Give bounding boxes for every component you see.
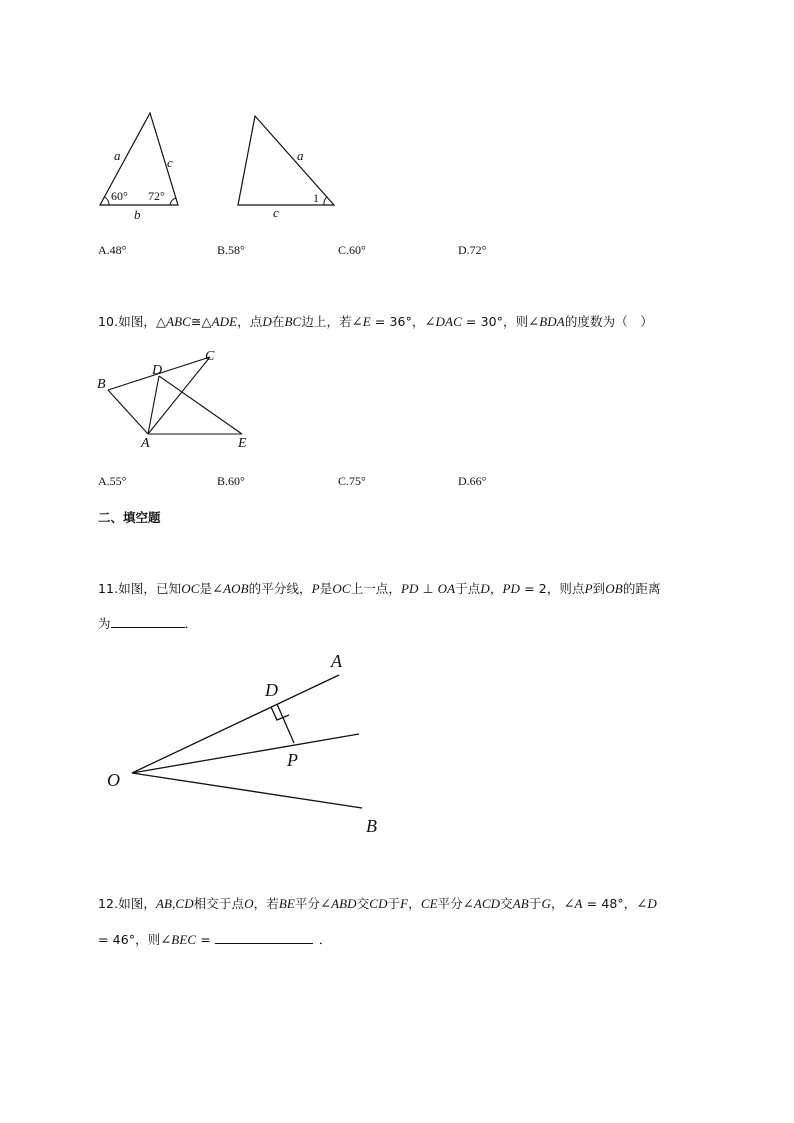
q10-stem (98, 312, 653, 330)
angle-arc-1 (324, 197, 327, 205)
q11-pd2: PD (502, 581, 521, 596)
q10-option-c[interactable]: C.75° (338, 474, 366, 488)
angle-arc-left (105, 197, 110, 205)
q10-bc: BC (284, 314, 302, 329)
q12-cd: CD (369, 896, 388, 911)
q12-t6: 于 (387, 896, 401, 911)
q11-stem (98, 579, 661, 597)
q12-be: BE (278, 896, 295, 911)
q11-p2: P (584, 581, 593, 596)
q11-line2 (98, 614, 197, 632)
q12-end: ． (318, 932, 332, 947)
q9-figure (90, 105, 350, 225)
q11-line2-text: 为 (98, 616, 111, 631)
q12-acd: ∠ACD (462, 896, 501, 911)
label-a: A (331, 651, 342, 671)
q12-t10: 于 (528, 896, 542, 911)
q11-answer-blank[interactable] (111, 615, 185, 628)
label-a-right: a (297, 148, 304, 163)
q10-option-b[interactable]: B.60° (217, 474, 245, 488)
label-o: O (107, 770, 120, 790)
q11-t7: ， (489, 581, 503, 596)
label-d: D (265, 680, 278, 700)
q12-abcd: AB,CD (156, 896, 194, 911)
q10-angle-bda: ∠BDA (528, 314, 565, 329)
q11-t3: 的平分线， (248, 581, 312, 596)
label-1: 1 (313, 191, 319, 205)
q9-option-b[interactable]: B.58° (217, 243, 245, 257)
q12-o: O (244, 896, 254, 911)
q10-tri1: △ABC (156, 314, 191, 329)
q10-d: D (262, 314, 272, 329)
q12-eq: = (196, 932, 215, 947)
q10-option-d[interactable]: D.66° (458, 474, 487, 488)
q12-number: 12. (98, 896, 119, 911)
q11-t8: = 2，则点 (520, 581, 585, 596)
angle-arc-right (170, 198, 176, 205)
q12-g: G (541, 896, 551, 911)
q12-t5: 交 (356, 896, 370, 911)
ray-ob (132, 773, 362, 808)
q12-line2-pre: = 46°，则 (98, 932, 161, 947)
label-b-left: b (134, 207, 141, 222)
q10-angle-dac: ∠DAC (424, 314, 462, 329)
q12-t12: = 48°， (582, 896, 637, 911)
triangle-right (238, 116, 334, 205)
q11-oa: OA (437, 581, 456, 596)
q11-ob: OB (605, 581, 623, 596)
q11-t9: 到 (592, 581, 606, 596)
segment-ba (108, 390, 148, 434)
segment-ad (148, 376, 159, 434)
label-e: E (238, 436, 247, 451)
q11-t2: 是 (199, 581, 213, 596)
label-a: A (141, 436, 150, 451)
q11-end: ． (184, 616, 198, 631)
q10-option-a[interactable]: A.55° (98, 474, 127, 488)
ray-oc (132, 734, 359, 773)
q11-number: 11. (98, 581, 119, 596)
q12-t8: 平分 (437, 896, 463, 911)
q12-ce: CE (420, 896, 438, 911)
q12-t7: ， (408, 896, 421, 911)
q11-t4: 是 (319, 581, 333, 596)
q12-t11: ， (550, 896, 564, 911)
q10-text-pre: 如图， (118, 314, 156, 329)
q12-angle-a: ∠A (563, 896, 583, 911)
label-c-right: c (273, 205, 279, 220)
label-60: 60° (111, 189, 128, 203)
label-c-left: c (167, 155, 173, 170)
label-d: D (152, 363, 163, 378)
q11-pd: PD (401, 581, 419, 596)
label-p: P (287, 750, 298, 770)
q9-option-d[interactable]: D.72° (458, 243, 487, 257)
label-c: C (205, 349, 215, 364)
label-b: B (366, 816, 377, 836)
q11-figure (100, 645, 400, 845)
q10-mid3: 边上，若 (301, 314, 352, 329)
q12-answer-blank[interactable] (215, 931, 313, 944)
q9-option-c[interactable]: C.60° (338, 243, 366, 257)
q10-tri2: △ADE (201, 314, 238, 329)
q10-figure (92, 343, 262, 453)
q12-t1: 如图， (118, 896, 156, 911)
q12-t4: 平分 (294, 896, 321, 911)
q11-d: D (480, 581, 490, 596)
right-angle-mark (271, 707, 289, 720)
label-a-left: a (114, 148, 121, 163)
q12-ab: AB (512, 896, 529, 911)
segment-pd (277, 704, 294, 743)
q11-t6: 于点 (455, 581, 481, 596)
q12-line2 (98, 930, 332, 948)
q9-option-a[interactable]: A.48° (98, 243, 127, 257)
q11-t5: 上一点， (350, 581, 401, 596)
section-title: 二、填空题 (98, 510, 161, 525)
q11-t10: 的距离 (622, 581, 661, 596)
q12-abd: ∠ABD (320, 896, 357, 911)
q11-perp: ⊥ (418, 581, 438, 596)
q12-f: F (400, 896, 409, 911)
q10-eq1: = 36°， (370, 314, 425, 329)
q10-number: 10. (98, 314, 119, 329)
q12-t3: ，若 (253, 896, 279, 911)
ray-oa (132, 675, 339, 773)
q10-angle-e: ∠E (351, 314, 371, 329)
label-b: B (97, 377, 106, 392)
q12-t9: 交 (500, 896, 513, 911)
q12-t2: 相交于点 (193, 896, 245, 911)
q11-oc: OC (181, 581, 200, 596)
q10-cong: ≅ (190, 314, 202, 329)
q11-aob: ∠AOB (212, 581, 249, 596)
q11-oc2: OC (332, 581, 351, 596)
q12-angle-d: ∠D (636, 896, 657, 911)
q10-mid2: 在 (271, 314, 285, 329)
label-72: 72° (148, 189, 165, 203)
q10-mid1: ，点 (237, 314, 263, 329)
q11-p: P (311, 581, 320, 596)
q11-t1: 如图，已知 (118, 581, 182, 596)
q10-tail: 的度数为（ ） (564, 314, 654, 329)
q10-eq2: = 30°，则 (461, 314, 529, 329)
q12-bec: ∠BEC (160, 932, 197, 947)
q12-stem (98, 894, 657, 912)
